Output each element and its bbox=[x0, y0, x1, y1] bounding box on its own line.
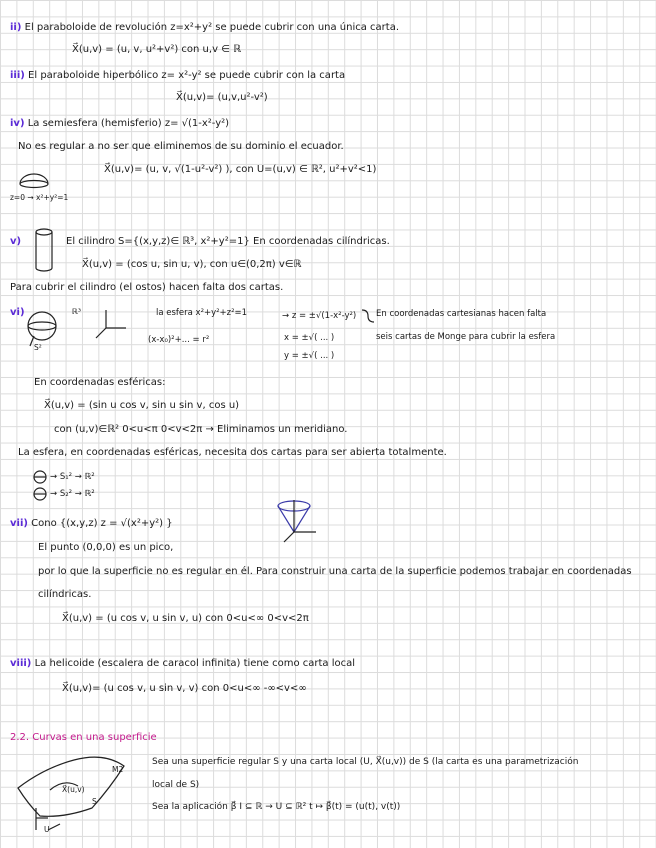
sphere-note1: En coordenadas cartesianas hacen falta bbox=[376, 309, 547, 319]
cone-sketch bbox=[272, 498, 322, 542]
sphere-y-expr: y = ±√( ... ) bbox=[284, 351, 335, 361]
sphere-mini-2 bbox=[32, 487, 48, 501]
sphere-note2: seis cartas de Monge para cubrir la esfera bbox=[376, 332, 556, 342]
sphere-z-expr: → z = ±√(1-x²-y²) bbox=[282, 311, 357, 321]
item-vii-param: X⃗(u,v) = (u cos v, u sin v, u) con 0<u<∞ 0<v<2π bbox=[62, 613, 309, 624]
item-vi-number bbox=[10, 307, 25, 319]
spherical-title: En coordenadas esféricas: bbox=[34, 377, 166, 388]
r3-label: ℝ³ bbox=[72, 307, 81, 316]
item-iii-title bbox=[10, 70, 345, 82]
item-number: v) bbox=[10, 236, 22, 247]
item-number: viii) bbox=[10, 658, 32, 669]
item-ii-title bbox=[10, 22, 399, 34]
item-number: vi) bbox=[10, 307, 25, 318]
item-vii-note2: por lo que la superficie no es regular en él. Para construir una carta de la superficie podemos trabajar en coordenadas bbox=[38, 566, 632, 577]
sphere-mini-1 bbox=[32, 470, 48, 484]
sphere-map2: → S₂² → ℝ² bbox=[50, 489, 95, 499]
sphere-eq1: la esfera x²+y²+z²=1 bbox=[156, 308, 248, 318]
item-number: iv) bbox=[10, 118, 25, 129]
item-vii-note1: El punto (0,0,0) es un pico, bbox=[38, 542, 174, 553]
item-text: El paraboloide de revolución z=x²+y² se puede cubrir con una única carta. bbox=[24, 22, 400, 33]
item-text: El paraboloide hiperbólico z= x²-y² se puede cubrir con la carta bbox=[28, 70, 346, 81]
surface-label-x: X⃗(u,v) bbox=[62, 785, 85, 794]
sphere-eq2: (x-x₀)²+... = r² bbox=[148, 335, 210, 345]
sphere-x-expr: x = ±√( ... ) bbox=[284, 333, 335, 343]
item-text: La semiesfera (hemisferio) z= √(1-x²-y²) bbox=[27, 118, 230, 129]
surface-label-s: S bbox=[92, 797, 97, 806]
section-line3: Sea la aplicación β⃗ I ⊆ ℝ → U ⊆ ℝ² t ↦ β⃗(t) = (u(t), v(t)) bbox=[152, 802, 401, 812]
item-v-param: X⃗(u,v) = (cos u, sin u, v), con u∈(0,2π) v∈ℝ bbox=[82, 259, 302, 270]
sphere-s2-label: S² bbox=[34, 343, 42, 352]
item-ii-param: X⃗(u,v) = (u, v, u²+v²) con u,v ∈ ℝ bbox=[72, 44, 241, 55]
section-title: 2.2. Curvas en una superficie bbox=[10, 732, 157, 743]
section-line2: local de S) bbox=[152, 780, 200, 790]
item-text: Cono {(x,y,z) z = √(x²+y²) } bbox=[31, 518, 173, 529]
item-vii-title bbox=[10, 518, 173, 530]
hemisphere-label: z=0 → x²+y²=1 bbox=[10, 193, 69, 202]
cylinder-sketch bbox=[34, 228, 56, 274]
sphere-map1: → S₁² → ℝ² bbox=[50, 472, 95, 482]
item-iii-param: X⃗(u,v)= (u,v,u²-v²) bbox=[176, 92, 268, 103]
sphere-sketch bbox=[24, 306, 64, 354]
sphere-conclusion: La esfera, en coordenadas esféricas, necesita dos cartas para ser abierta totalmente. bbox=[18, 447, 447, 458]
spherical-domain: con (u,v)∈ℝ² 0<u<π 0<v<2π → Eliminamos un meridiano. bbox=[54, 424, 348, 435]
item-viii-title bbox=[10, 658, 355, 670]
item-v-title: El cilindro S={(x,y,z)∈ ℝ³, x²+y²=1} En coordenadas cilíndricas. bbox=[66, 236, 390, 247]
item-viii-param: X⃗(u,v)= (u cos v, u sin v, v) con 0<u<∞ -∞<v<∞ bbox=[62, 683, 307, 694]
item-iv-param: X⃗(u,v)= (u, v, √(1-u²-v²) ), con U=(u,v) ∈ ℝ², u²+v²<1) bbox=[104, 164, 377, 175]
item-iv-note: No es regular a no ser que eliminemos de su dominio el ecuador. bbox=[18, 141, 344, 152]
item-number: ii) bbox=[10, 22, 22, 33]
item-text: La helicoide (escalera de caracol infinita) tiene como carta local bbox=[34, 658, 356, 669]
axes-sketch bbox=[92, 306, 132, 346]
hemisphere-sketch bbox=[14, 170, 54, 194]
section-line1: Sea una superficie regular S y una carta local (U, X⃗(u,v)) de S (la carta es una parametrización bbox=[152, 757, 579, 767]
surface-label-u: U bbox=[44, 825, 50, 834]
item-number: vii) bbox=[10, 518, 28, 529]
item-v-number bbox=[10, 236, 21, 248]
item-number: iii) bbox=[10, 70, 25, 81]
item-iv-title bbox=[10, 118, 229, 130]
spherical-param: X⃗(u,v) = (sin u cos v, sin u sin v, cos u) bbox=[44, 400, 240, 411]
item-vii-note3: cilíndricas. bbox=[38, 589, 92, 600]
item-v-note: Para cubrir el cilindro (el ostos) hacen falta dos cartas. bbox=[10, 282, 284, 293]
surface-label-m2: M2 bbox=[112, 765, 124, 774]
